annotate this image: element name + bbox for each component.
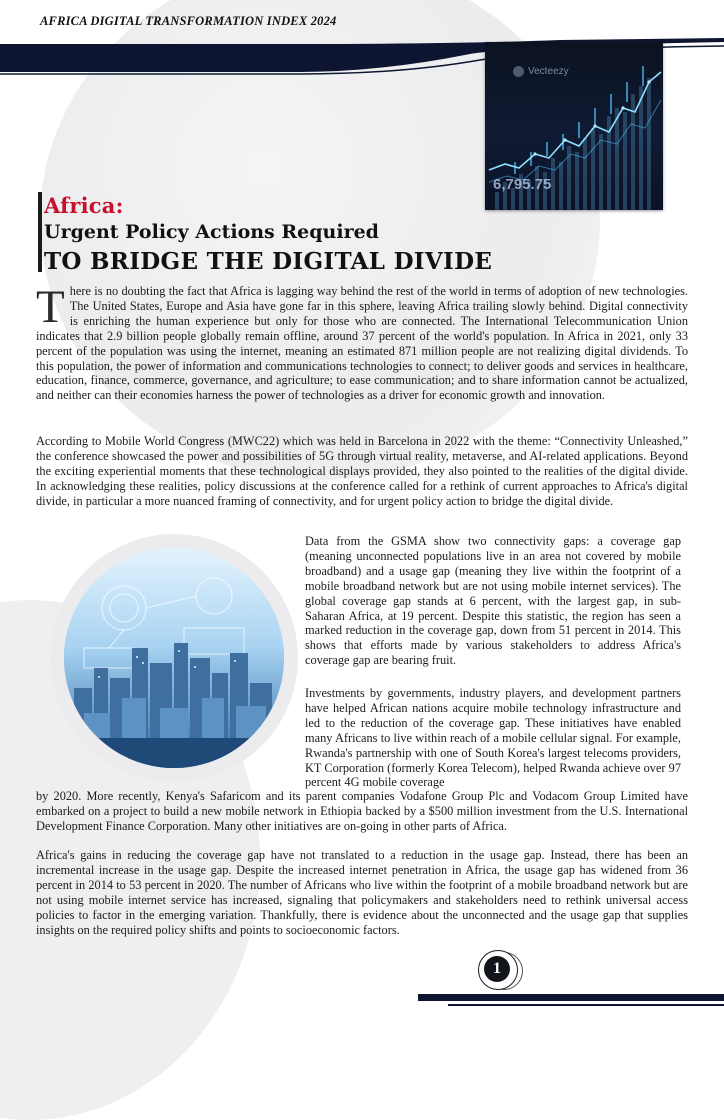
- city-skyline-graphic: [64, 548, 284, 768]
- article-title-line1: Africa:: [44, 193, 124, 218]
- title-accent-bar: [38, 192, 42, 272]
- page-number: 1: [484, 956, 510, 982]
- hero-price-text: 6,795.75: [493, 176, 552, 193]
- page-number-badge: [475, 948, 525, 992]
- paragraph-intro: [36, 281, 688, 403]
- city-image-circle: [64, 548, 284, 768]
- smart-city-image: [50, 534, 298, 782]
- article-title-line2: Urgent Policy Actions Required: [44, 221, 379, 243]
- paragraph-usage-gap: Africa's gains in reducing the coverage gap have not translated to a reduction in the usage gap. Instead, there has been an incremental increase in the usage gap. Despite the increased internet penetration in Africa, the usage gap has widened from 36 percent in 2014 to 53 percent in 2020. The number of Africans who live within the footprint of a mobile broadband network but are not using mobile internet service has increased, signaling that policymakers and stakeholders need to rethink universal access policies to factor in the emerging variation. Thankfully, there is evidence about the unconnected and the usage gap that supplies insights on the required policy shifts and points to socioeconomic factors.: [36, 848, 688, 937]
- drop-cap: T: [36, 281, 65, 333]
- paragraph-investments: Investments by governments, industry players, and development partners have helped African nations acquire mobile technology infrastructure and led to the reduction of the coverage gap. These initiatives have enabled many Africans to live within reach of a mobile cellular signal. For example, Rwanda's partnership with one of South Korea's largest telecoms providers, KT Corporation (formerly Korea Telecom), helped Rwanda achieve over 97 percent 4G mobile coverage: [305, 686, 681, 790]
- hero-stock-chart-image: [485, 42, 663, 210]
- footer-line: [448, 1004, 724, 1006]
- paragraph-investments-continued: by 2020. More recently, Kenya's Safaricom and its parent companies Vodafone Group Plc and Vodacom Group Limited have embarked on a project to build a new mobile network in Ethiopia backed by a $500 million investment from the U.S. International Development Finance Corporation. Many other initiatives are on-going in other parts of Africa.: [36, 789, 688, 833]
- hero-watermark: Vecteezy: [513, 66, 569, 77]
- paragraph-mwc: According to Mobile World Congress (MWC22) which was held in Barcelona in 2022 with the theme: “Connectivity Unleashed,” the conference showcased the power and possibilities of 5G through virtual reality, metaverse, and AI-related applications. Beyond the exciting experiential moments that these technological displays provided, they also pointed to the realities of the digital divide. In acknowledging these realities, policy discussions at the conference called for a rethink of current approaches to Africa's digital divide, in particular a more nuanced framing of connectivity, and for urgent policy action to bridge the digital divide.: [36, 434, 688, 508]
- footer-bar: [418, 994, 724, 1001]
- article-title-line3: TO BRIDGE THE DIGITAL DIVIDE: [44, 248, 493, 275]
- header-title: AFRICA DIGITAL TRANSFORMATION INDEX 2024: [40, 14, 337, 28]
- paragraph-intro-text: here is no doubting the fact that Africa is lagging way behind the rest of the world in terms of adoption of new technologies. The United States, Europe and Asia have gone far in this sphere, leaving Africa trailing slowly behind. Digital connectivity is enriching the human experience but only for those who are connected. The International Telecommunication Union indicates that 2.9 billion people globally remain offline, around 37 percent of the world's population. In Africa in 2021, only 33 percent of the population was using the internet, meaning an estimated 871 million people are not realizing digital dividends. To this population, the power of information and communications technologies to connect; to deliver goods and services in healthcare, education, finance, commerce, governance, and agriculture; to ease communication; and to share information cannot be actualized, and neither can their economies harness the power of technologies as a driver for economic growth and innovation.: [36, 284, 688, 403]
- paragraph-gsma-data: Data from the GSMA show two connectivity gaps: a coverage gap (meaning unconnected populations live in an area not covered by mobile broadband) and a usage gap (meaning they live within the footprint of a mobile broadband network but are not using mobile internet services). The global coverage gap stands at 6 percent, with the largest gap, in sub-Saharan Africa, at 19 percent. Despite this statistic, the region has seen a marked reduction in the coverage gap, down from 51 percent in 2014. This shows that efforts made by various stakeholders to address Africa's coverage gap are bearing fruit.: [305, 534, 681, 668]
